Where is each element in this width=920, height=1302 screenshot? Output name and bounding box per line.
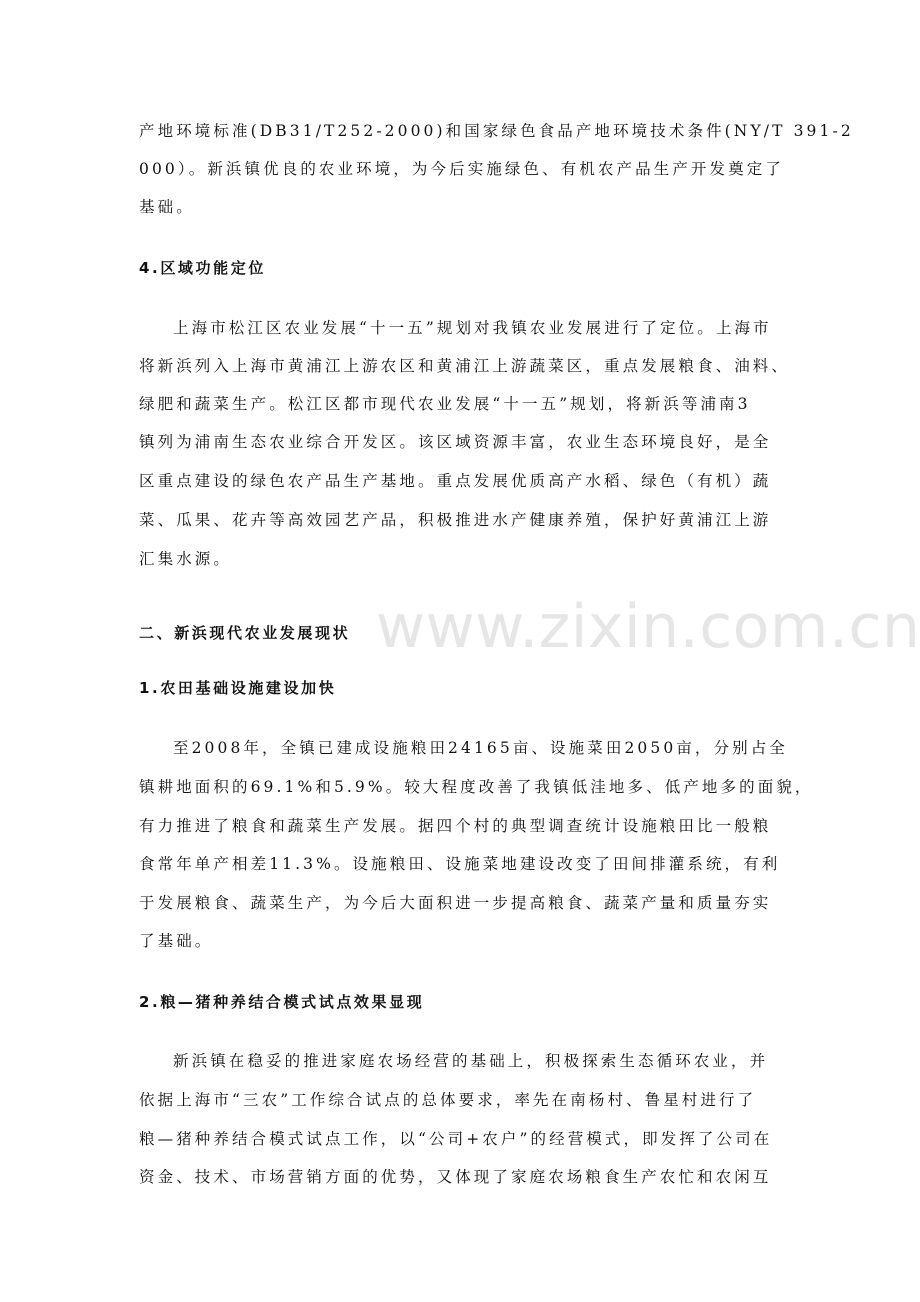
paragraph-line: 菜、瓜果、花卉等高效园艺产品，积极推进水产健康养殖，保护好黄浦江上游: [139, 511, 772, 529]
paragraph-line: 基础。: [139, 198, 195, 216]
paragraph-line: 了基础。: [139, 932, 214, 950]
paragraph-line: 产地环境标准(DB31/T252-2000)和国家绿色食品产地环境技术条件(NY/T 391-2: [139, 122, 854, 140]
paragraph-line: 食常年单产相差11.3%。设施粮田、设施菜地建设改变了田间排灌系统，有利: [139, 855, 781, 873]
paragraph-line: 镇列为浦南生态农业综合开发区。该区域资源丰富，农业生态环境良好，是全: [139, 433, 772, 451]
chapter-heading: 二、新浜现代农业发展现状: [139, 624, 351, 642]
section-heading: 4.区域功能定位: [139, 259, 266, 277]
paragraph-line: 至2008年，全镇已建成设施粮田24165亩、设施菜田2050亩，分别占全: [173, 739, 788, 757]
paragraph-line: 将新浜列入上海市黄浦江上游农区和黄浦江上游蔬菜区，重点发展粮食、油料、: [139, 357, 791, 375]
section-heading: 1.农田基础设施建设加快: [139, 679, 337, 697]
paragraph-line: 粮—猪种养结合模式试点工作，以“公司+农户”的经营模式，即发挥了公司在: [139, 1130, 773, 1148]
paragraph-line: 绿肥和蔬菜生产。松江区都市现代农业发展“十一五”规划，将新浜等浦南3: [139, 395, 751, 413]
paragraph-line: 汇集水源。: [139, 550, 233, 568]
paragraph-line: 依据上海市“三农”工作综合试点的总体要求，率先在南杨村、鲁星村进行了: [139, 1091, 757, 1109]
watermark: www.zixin.com.cn: [376, 592, 920, 662]
paragraph-line: 000）。新浜镇优良的农业环境，为今后实施绿色、有机农产品生产开发奠定了: [139, 160, 784, 178]
paragraph-line: 上海市松江区农业发展“十一五”规划对我镇农业发展进行了定位。上海市: [173, 319, 772, 337]
paragraph-line: 资金、技术、市场营销方面的优势，又体现了家庭农场粮食生产农忙和农闲互: [139, 1168, 772, 1186]
paragraph-line: 于发展粮食、蔬菜生产，为今后大面积进一步提高粮食、蔬菜产量和质量夯实: [139, 894, 772, 912]
paragraph-line: 镇耕地面积的69.1%和5.9%。较大程度改善了我镇低洼地多、低产地多的面貌，: [139, 778, 814, 796]
paragraph-line: 区重点建设的绿色农产品生产基地。重点发展优质高产水稻、绿色（有机）蔬: [139, 472, 772, 490]
section-heading: 2.粮—猪种养结合模式试点效果显现: [139, 993, 425, 1011]
paragraph-line: 有力推进了粮食和蔬菜生产发展。据四个村的典型调查统计设施粮田比一般粮: [139, 817, 772, 835]
paragraph-line: 新浜镇在稳妥的推进家庭农场经营的基础上，积极探索生态循环农业，并: [173, 1052, 769, 1070]
